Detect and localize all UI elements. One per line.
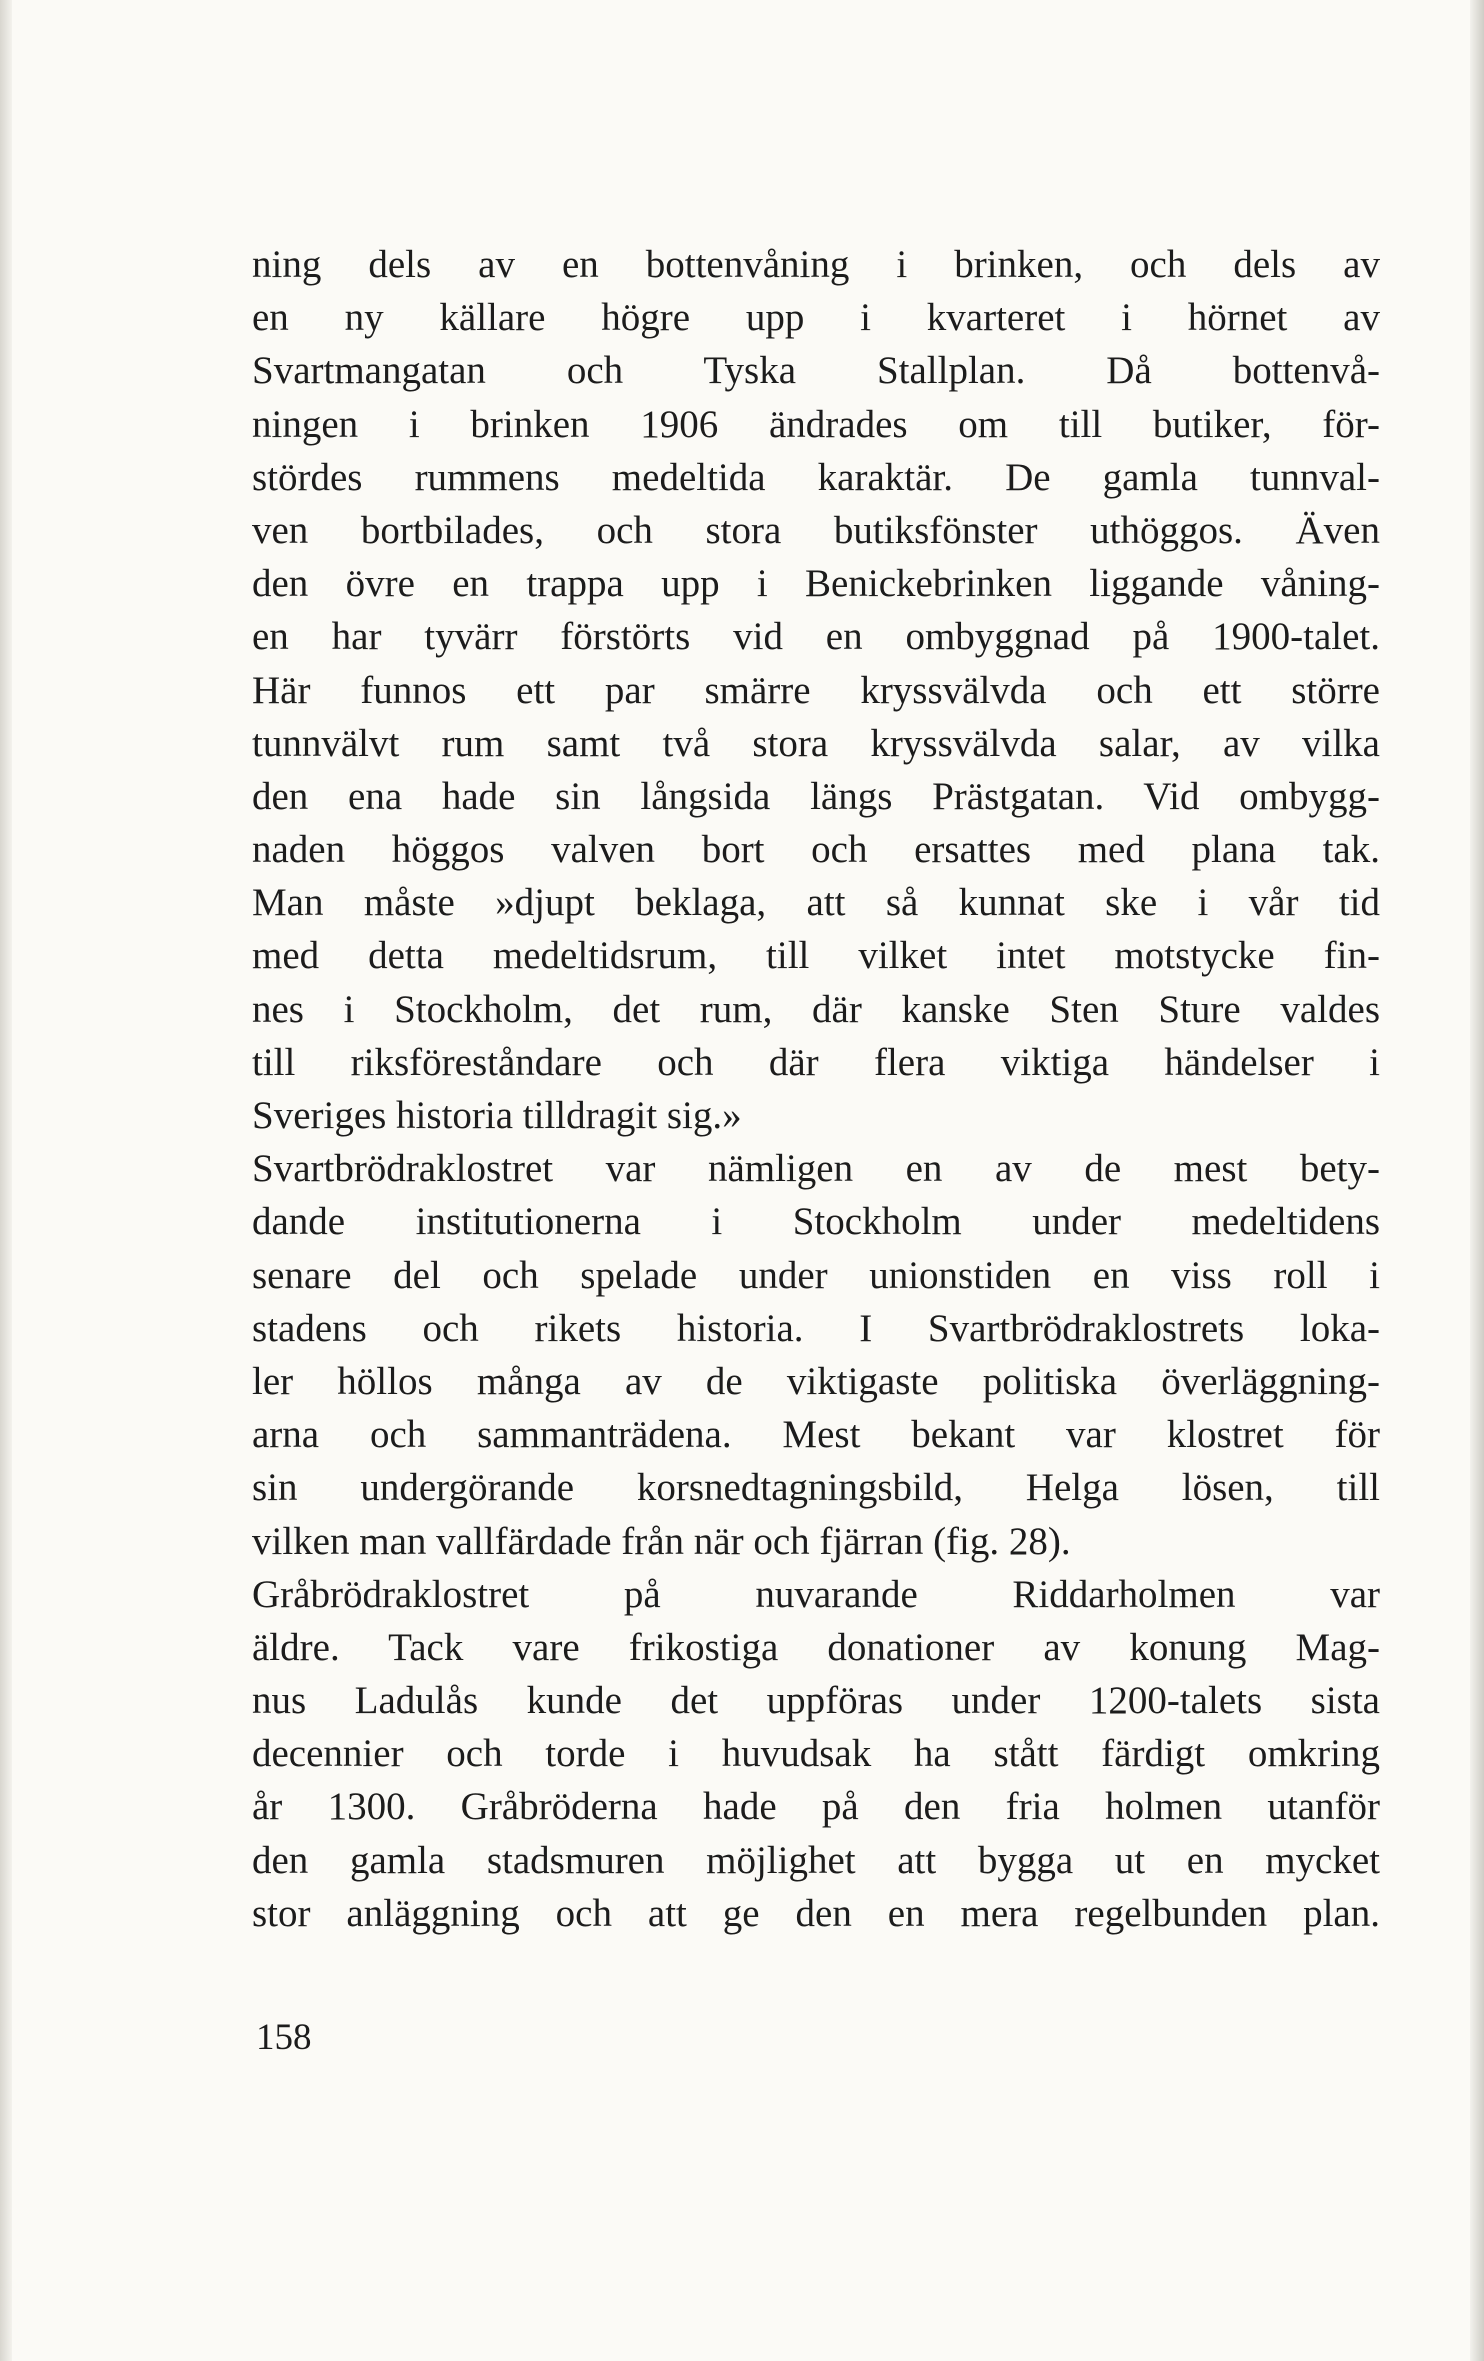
text-line: vilken man vallfärdade från när och fjärran (fig. 28). (252, 1519, 1071, 1563)
body-text (252, 238, 1380, 1940)
text-line: Här funnos ett par smärre kryssvälvda och ett större (252, 668, 1380, 712)
text-line: tunnvälvt rum samt två stora kryssvälvda salar, av vilka (252, 721, 1380, 765)
text-line: arna och sammanträdena. Mest bekant var klostret för (252, 1413, 1380, 1457)
text-line: stördes rummens medeltida karaktär. De gamla tunnval- (252, 455, 1380, 499)
page-number: 158 (256, 2017, 312, 2058)
page-edge-right (1470, 0, 1484, 2361)
text-line: sin undergörande korsnedtagningsbild, Helga lösen, till (252, 1466, 1380, 1510)
text-line: Svartbrödraklostret var nämligen en av de mest bety- (252, 1147, 1380, 1191)
text-line: en ny källare högre upp i kvarteret i hörnet av (252, 296, 1380, 340)
text-line: nes i Stockholm, det rum, där kanske Sten Sture valdes (252, 987, 1380, 1031)
text-line: år 1300. Gråbröderna hade på den fria holmen utanför (252, 1785, 1380, 1829)
text-line: stor anläggning och att ge den en mera regelbunden plan. (252, 1891, 1380, 1935)
text-line: dande institutionerna i Stockholm under medeltidens (252, 1200, 1380, 1244)
text-line: ning dels av en bottenvåning i brinken, och dels av (252, 243, 1380, 286)
text-line: naden höggos valven bort och ersattes med plana tak. (252, 828, 1380, 872)
text-line: stadens och rikets historia. I Svartbrödraklostrets loka- (252, 1306, 1380, 1350)
text-line: äldre. Tack vare frikostiga donationer av konung Mag- (252, 1625, 1380, 1669)
text-line: Svartmangatan och Tyska Stallplan. Då bottenvå- (252, 349, 1380, 393)
text-line: Sveriges historia tilldragit sig.» (252, 1094, 742, 1137)
text-line: till riksföreståndare och där flera viktiga händelser i (252, 1040, 1380, 1084)
text-line: Man måste »djupt beklaga, att så kunnat ske i vår tid (252, 881, 1380, 925)
text-line: nus Ladulås kunde det uppföras under 1200-talets sista (252, 1679, 1380, 1723)
page-edge-left (0, 0, 12, 2361)
text-line: ningen i brinken 1906 ändrades om till butiker, för- (252, 402, 1380, 446)
text-line: med detta medeltidsrum, till vilket intet motstycke fin- (252, 934, 1380, 978)
text-line: den ena hade sin långsida längs Prästgatan. Vid ombygg- (252, 774, 1380, 818)
text-line: ven bortbilades, och stora butiksfönster uthöggos. Även (252, 508, 1380, 552)
text-line: Gråbrödraklostret på nuvarande Riddarholmen var (252, 1572, 1380, 1616)
text-line: den övre en trappa upp i Benickebrinken liggande våning- (252, 562, 1380, 606)
text-line: senare del och spelade under unionstiden en viss roll i (252, 1253, 1380, 1297)
text-line: en har tyvärr förstörts vid en ombyggnad på 1900-talet. (252, 615, 1380, 659)
text-line: decennier och torde i huvudsak ha stått färdigt omkring (252, 1732, 1380, 1776)
text-line: den gamla stadsmuren möjlighet att bygga ut en mycket (252, 1838, 1380, 1882)
text-line: ler höllos många av de viktigaste politiska överläggning- (252, 1359, 1380, 1403)
